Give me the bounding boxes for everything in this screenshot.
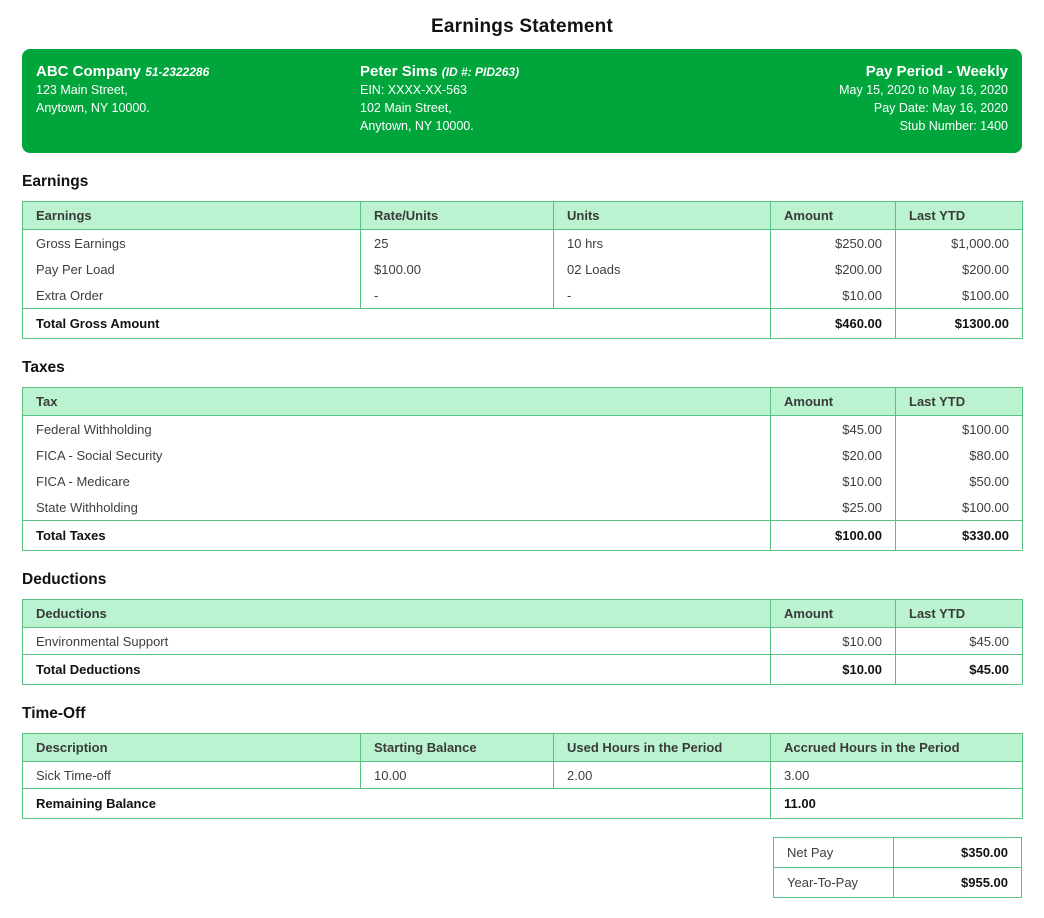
employee-ein: EIN: XXXX-XX-563 <box>360 83 467 97</box>
tax-amount: $45.00 <box>771 416 896 443</box>
year-to-pay-value: $955.00 <box>894 868 1022 898</box>
earnings-col-last-ytd: Last YTD <box>896 202 1023 230</box>
tax-last-ytd: $100.00 <box>896 494 1023 521</box>
time-off-col-starting-balance: Starting Balance <box>361 734 554 762</box>
earnings-header-row <box>23 202 1023 230</box>
net-pay-label: Net Pay <box>774 838 894 868</box>
taxes-total-label: Total Taxes <box>23 521 771 551</box>
time-off-section-heading: Time-Off <box>22 705 86 722</box>
earning-last-ytd: $100.00 <box>896 282 1023 309</box>
net-pay-value: $350.00 <box>894 838 1022 868</box>
taxes-col-last-ytd: Last YTD <box>896 388 1023 416</box>
deductions-header-row <box>23 600 1023 628</box>
tax-amount: $25.00 <box>771 494 896 521</box>
earning-amount: $200.00 <box>771 256 896 282</box>
year-to-pay-row <box>774 868 1022 898</box>
pay-date: Pay Date: May 16, 2020 <box>873 101 1008 115</box>
earning-rate: 25 <box>361 230 554 257</box>
tax-name: State Withholding <box>23 494 771 521</box>
earnings-col-earnings: Earnings <box>23 202 361 230</box>
earnings-statement-page <box>0 16 1044 912</box>
time-off-col-description: Description <box>23 734 361 762</box>
deductions-total-last-ytd: $45.00 <box>896 655 1023 685</box>
taxes-col-tax: Tax <box>23 388 771 416</box>
company-name-line <box>36 63 360 81</box>
earning-last-ytd: $1,000.00 <box>896 230 1023 257</box>
deduction-name: Environmental Support <box>23 628 771 655</box>
remaining-balance-value: 11.00 <box>771 789 1023 819</box>
earning-last-ytd: $200.00 <box>896 256 1023 282</box>
earning-rate: $100.00 <box>361 256 554 282</box>
time-off-accrued-hours: 3.00 <box>771 762 1023 789</box>
table-row <box>23 282 1023 309</box>
earnings-col-amount: Amount <box>771 202 896 230</box>
deductions-total-row <box>23 655 1023 685</box>
pay-period-range: May 15, 2020 to May 16, 2020 <box>839 83 1008 97</box>
tax-name: FICA - Social Security <box>23 442 771 468</box>
taxes-total-row <box>23 521 1023 551</box>
company-name: ABC Company <box>36 63 142 80</box>
stub-number: Stub Number: 1400 <box>899 119 1008 133</box>
deductions-col-amount: Amount <box>771 600 896 628</box>
earnings-col-units: Units <box>554 202 771 230</box>
taxes-table <box>22 387 1023 551</box>
taxes-total-last-ytd: $330.00 <box>896 521 1023 551</box>
time-off-col-accrued-hours: Accrued Hours in the Period <box>771 734 1023 762</box>
deductions-total-amount: $10.00 <box>771 655 896 685</box>
earning-amount: $250.00 <box>771 230 896 257</box>
taxes-col-amount: Amount <box>771 388 896 416</box>
earning-units: - <box>554 282 771 309</box>
time-off-header-row <box>23 734 1023 762</box>
tax-amount: $20.00 <box>771 442 896 468</box>
time-off-used-hours: 2.00 <box>554 762 771 789</box>
earning-name: Gross Earnings <box>23 230 361 257</box>
time-off-total-row <box>23 789 1023 819</box>
table-row <box>23 442 1023 468</box>
tax-last-ytd: $50.00 <box>896 468 1023 494</box>
page-title: Earnings Statement <box>430 16 614 37</box>
tax-amount: $10.00 <box>771 468 896 494</box>
net-pay-row <box>774 838 1022 868</box>
earnings-section-heading: Earnings <box>22 173 89 190</box>
table-row <box>23 762 1023 789</box>
statement-header-band <box>22 49 1022 153</box>
earnings-total-label: Total Gross Amount <box>23 309 771 339</box>
tax-last-ytd: $80.00 <box>896 442 1023 468</box>
deductions-col-last-ytd: Last YTD <box>896 600 1023 628</box>
earnings-total-amount: $460.00 <box>771 309 896 339</box>
pay-period-info <box>684 63 1008 139</box>
employee-name: Peter Sims <box>360 63 438 80</box>
taxes-header-row <box>23 388 1023 416</box>
company-address-1: 123 Main Street, <box>36 83 128 97</box>
time-off-table <box>22 733 1023 819</box>
tax-name: Federal Withholding <box>23 416 771 443</box>
earnings-table <box>22 201 1023 339</box>
company-info <box>36 63 360 139</box>
earning-units: 02 Loads <box>554 256 771 282</box>
table-row <box>23 494 1023 521</box>
deductions-section-heading: Deductions <box>22 571 107 588</box>
earnings-col-rate-units: Rate/Units <box>361 202 554 230</box>
taxes-section-heading: Taxes <box>22 359 65 376</box>
tax-name: FICA - Medicare <box>23 468 771 494</box>
pay-summary-table <box>773 837 1022 898</box>
company-tax-id: 51-2322286 <box>145 65 210 79</box>
company-address-2: Anytown, NY 10000. <box>36 101 150 115</box>
deductions-col-deductions: Deductions <box>23 600 771 628</box>
earning-name: Extra Order <box>23 282 361 309</box>
table-row <box>23 230 1023 257</box>
employee-id: (ID #: PID263) <box>441 65 520 79</box>
earning-units: 10 hrs <box>554 230 771 257</box>
earnings-total-last-ytd: $1300.00 <box>896 309 1023 339</box>
deductions-table <box>22 599 1023 685</box>
time-off-starting-balance: 10.00 <box>361 762 554 789</box>
taxes-total-amount: $100.00 <box>771 521 896 551</box>
employee-info <box>360 63 684 139</box>
earnings-total-row <box>23 309 1023 339</box>
table-row <box>23 256 1023 282</box>
deductions-total-label: Total Deductions <box>23 655 771 685</box>
table-row <box>23 468 1023 494</box>
earning-name: Pay Per Load <box>23 256 361 282</box>
earning-amount: $10.00 <box>771 282 896 309</box>
employee-address-1: 102 Main Street, <box>360 101 452 115</box>
time-off-col-used-hours: Used Hours in the Period <box>554 734 771 762</box>
pay-period-title: Pay Period - Weekly <box>865 63 1008 80</box>
earning-rate: - <box>361 282 554 309</box>
employee-address-2: Anytown, NY 10000. <box>360 119 474 133</box>
employee-name-line <box>360 63 684 81</box>
table-row <box>23 628 1023 655</box>
time-off-description: Sick Time-off <box>23 762 361 789</box>
deduction-last-ytd: $45.00 <box>896 628 1023 655</box>
year-to-pay-label: Year-To-Pay <box>774 868 894 898</box>
table-row <box>23 416 1023 443</box>
remaining-balance-label: Remaining Balance <box>23 789 771 819</box>
deduction-amount: $10.00 <box>771 628 896 655</box>
tax-last-ytd: $100.00 <box>896 416 1023 443</box>
